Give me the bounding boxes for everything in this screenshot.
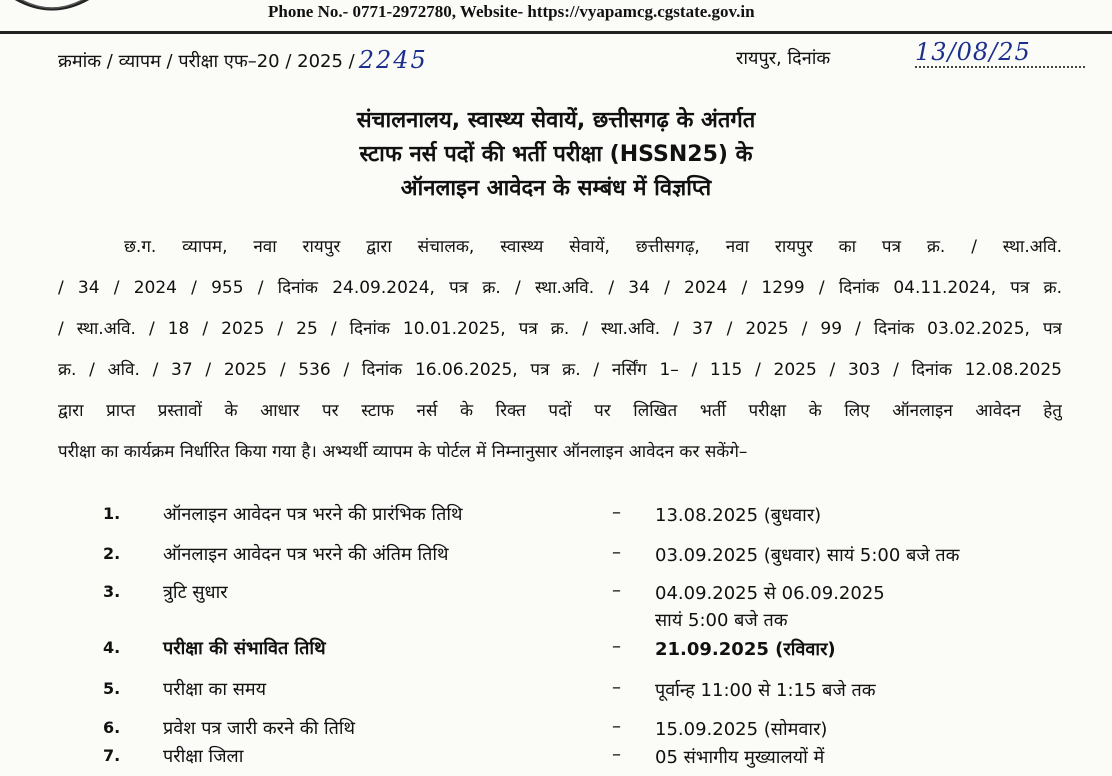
- schedule-row: [0, 580, 1112, 631]
- schedule-row: [0, 677, 1112, 707]
- row-number: 5.: [103, 679, 121, 698]
- handwritten-date: 13/08/25: [915, 38, 1085, 68]
- row-dash: –: [612, 580, 621, 601]
- row-value: 13.08.2025 (बुधवार): [655, 505, 822, 526]
- row-label: प्रवेश पत्र जारी करने की तिथि: [163, 718, 356, 739]
- row-value: 21.09.2025 (रविवार): [655, 639, 836, 660]
- row-dash: –: [612, 636, 621, 657]
- row-label: परीक्षा की संभावित तिथि: [163, 638, 326, 659]
- row-dash: –: [612, 744, 621, 765]
- reference-number: [58, 46, 428, 74]
- row-value-line-1: 04.09.2025 से 06.09.2025: [655, 583, 885, 604]
- schedule-row: [0, 744, 1112, 774]
- row-label: त्रुटि सुधार: [163, 582, 228, 603]
- notice-body: [58, 227, 1062, 473]
- row-dash: –: [612, 677, 621, 698]
- row-number: 6.: [103, 718, 121, 737]
- letterhead: [0, 0, 1112, 26]
- vyapam-logo-icon: [4, 0, 100, 20]
- schedule-row: [0, 636, 1112, 666]
- row-number: 3.: [103, 582, 121, 601]
- row-dash: –: [612, 716, 621, 737]
- place-date-label: रायपुर, दिनांक: [736, 48, 831, 69]
- body-line: छ.ग. व्यापम, नवा रायपुर द्वारा संचालक, स्वास्थ्य सेवायें, छत्तीसगढ़, नवा रायपुर का पत्र क्र. / स्था.अवि.: [124, 237, 1062, 257]
- notice-title-line-2: स्टाफ नर्स पदों की भर्ती परीक्षा (HSSN25) के: [359, 142, 753, 167]
- row-value: 05 संभागीय मुख्यालयों में: [655, 747, 825, 768]
- row-label: ऑनलाइन आवेदन पत्र भरने की प्रारंभिक तिथि: [163, 504, 463, 525]
- row-number: 1.: [103, 504, 121, 523]
- handwritten-number: 2245: [358, 46, 428, 74]
- row-number: 4.: [103, 638, 121, 657]
- row-dash: –: [612, 502, 621, 523]
- row-value: पूर्वान्ह 11:00 से 1:15 बजे तक: [655, 680, 876, 701]
- body-line: / स्था.अवि. / 18 / 2025 / 25 / दिनांक 10.01.2025, पत्र क्र. / स्था.अवि. / 37 / 2025 / 99 / दिनांक 03.02.2025, पत्र: [58, 319, 1062, 339]
- contact-line: Phone No.- 0771-2972780, Website- https://vyapamcg.cgstate.gov.in: [268, 2, 755, 21]
- row-label: परीक्षा जिला: [163, 746, 244, 767]
- row-value: 15.09.2025 (सोमवार): [655, 719, 828, 740]
- row-label: परीक्षा का समय: [163, 679, 267, 700]
- body-line: / 34 / 2024 / 955 / दिनांक 24.09.2024, पत्र क्र. / स्था.अवि. / 34 / 2024 / 1299 / दिनांक 04.11.2024, पत्र क्र.: [58, 278, 1062, 298]
- schedule-row: [0, 716, 1112, 746]
- row-value-line-2: सायं 5:00 बजे तक: [655, 610, 788, 631]
- body-line: द्वारा प्राप्त प्रस्तावों के आधार पर स्टाफ नर्स के रिक्त पदों पर लिखित भर्ती परीक्षा के लिए ऑनलाइन आवेदन हेतु: [58, 401, 1062, 421]
- row-number: 2.: [103, 544, 121, 563]
- notice-title-line-1: संचालनालय, स्वास्थ्य सेवायें, छत्तीसगढ़ के अंतर्गत: [356, 108, 756, 133]
- body-line: परीक्षा का कार्यक्रम निर्धारित किया गया है। अभ्यर्थी व्यापम के पोर्टल में निम्नानुसार ऑनलाइन आवेदन कर सकेंगे–: [58, 442, 748, 462]
- row-value: 03.09.2025 (बुधवार) सायं 5:00 बजे तक: [655, 545, 960, 566]
- row-label: ऑनलाइन आवेदन पत्र भरने की अंतिम तिथि: [163, 544, 449, 565]
- row-value: [655, 580, 885, 634]
- reference-line: [58, 38, 1088, 74]
- row-dash: –: [612, 542, 621, 563]
- notice-title-line-3: ऑनलाइन आवेदन के सम्बंध में विज्ञप्ति: [400, 176, 712, 201]
- header-divider: [0, 31, 1112, 34]
- row-number: 7.: [103, 746, 121, 765]
- body-line: क्र. / अवि. / 37 / 2025 / 536 / दिनांक 16.06.2025, पत्र क्र. / नर्सिंग 1– / 115 / 2025 / 303 / दिनांक 12.08.2025: [58, 360, 1062, 380]
- schedule-row: [0, 502, 1112, 532]
- reference-prefix: क्रमांक / व्यापम / परीक्षा एफ–20 / 2025 /: [58, 51, 355, 72]
- schedule-row: [0, 542, 1112, 572]
